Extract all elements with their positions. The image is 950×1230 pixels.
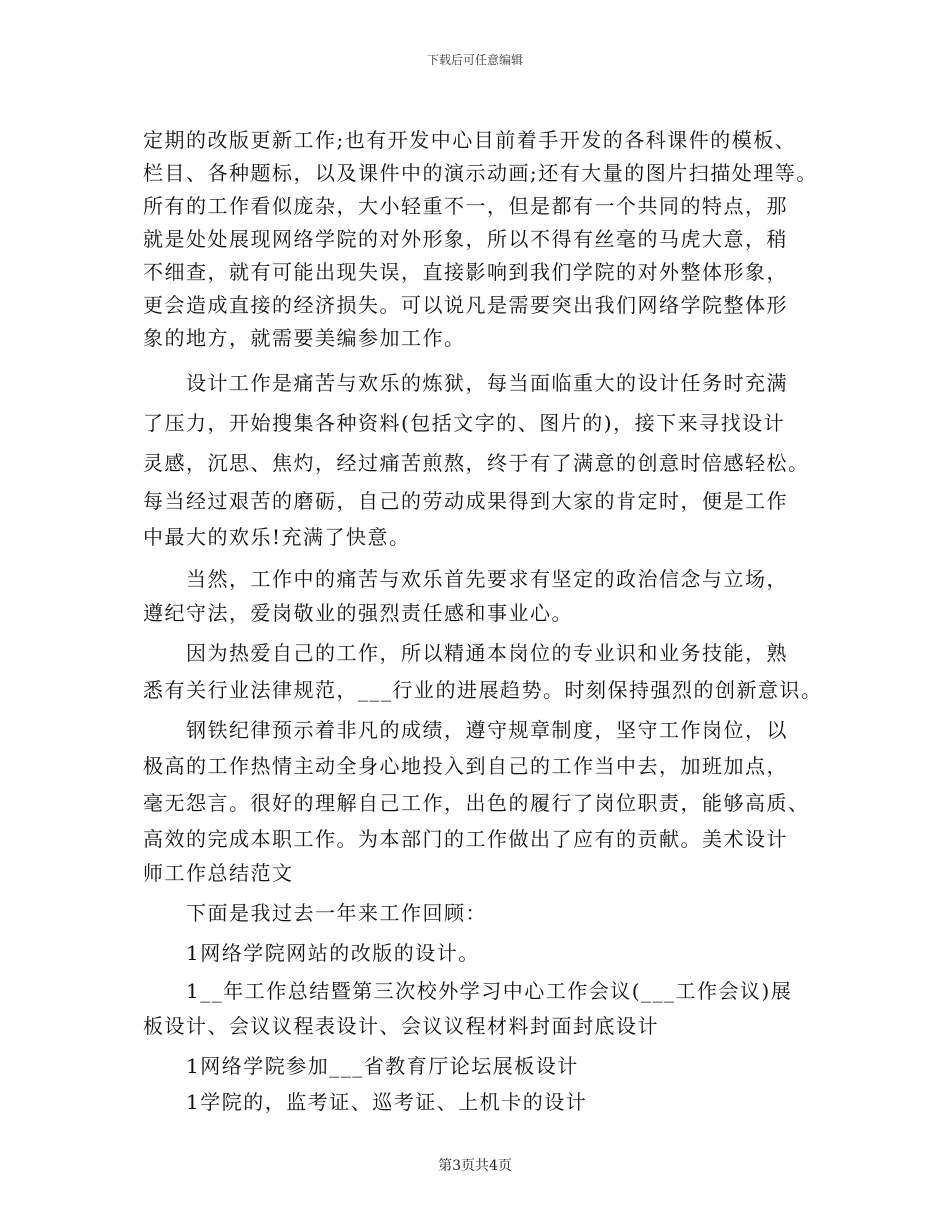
page-header: 下载后可任意编辑 — [426, 53, 523, 67]
text-line: 极高的工作热情主动全身心地投入到自己的工作当中去，加班加点， — [143, 754, 788, 778]
text-line: 毫无怨言。很好的理解自己工作，出色的履行了岗位职责，能够高质、 — [143, 791, 810, 815]
text-line: 板设计、会议议程表设计、会议议程材料封面封底设计 — [143, 1014, 659, 1038]
text-line: 更会造成直接的经济损失。可以说凡是需要突出我们网络学院整体形 — [143, 293, 788, 317]
text-line: 因为热爱自己的工作，所以精通本岗位的专业识和业务技能，熟 — [143, 641, 788, 665]
text-line: 不细查，就有可能出现失误，直接影响到我们学院的对外整体形象， — [143, 260, 788, 284]
text-line: 遵纪守法，爱岗敬业的强烈责任感和事业心。 — [143, 601, 573, 625]
text-line: 1__年工作总结暨第三次校外学习中心工作会议(___工作会议)展 — [143, 979, 793, 1003]
text-line: 所有的工作看似庞杂，大小轻重不一，但是都有一个共同的特点，那 — [143, 194, 788, 218]
text-line: 师工作总结范文 — [143, 861, 294, 885]
text-line: 每当经过艰苦的磨砺，自己的劳动成果得到大家的肯定时，便是工作 — [143, 489, 788, 513]
text-line: 高效的完成本职工作。为本部门的工作做出了应有的贡献。美术设计 — [143, 827, 788, 851]
text-line: 1网络学院网站的改版的设计。 — [143, 941, 480, 965]
page-number: 第3页共4页 — [438, 1158, 512, 1174]
text-line: 设计工作是痛苦与欢乐的炼狱，每当面临重大的设计任务时充满 — [143, 371, 788, 395]
text-line: 1学院的，监考证、巡考证、上机卡的设计 — [143, 1090, 588, 1114]
text-line: 就是处处展现网络学院的对外形象，所以不得有丝毫的马虎大意，稍 — [143, 227, 788, 251]
text-line: 了压力，开始搜集各种资料(包括文字的、图片的)，接下来寻找设计 — [143, 411, 786, 435]
text-line: 下面是我过去一年来工作回顾： — [143, 901, 487, 925]
text-line: 1网络学院参加___省教育厅论坛展板设计 — [143, 1054, 579, 1078]
text-line: 钢铁纪律预示着非凡的成绩，遵守规章制度，坚守工作岗位，以 — [143, 718, 788, 742]
text-line: 定期的改版更新工作;也有开发中心目前着手开发的各科课件的模板、 — [143, 128, 797, 152]
text-line: 悉有关行业法律规范，___行业的进展趋势。时刻保持强烈的创新意识。 — [143, 678, 823, 702]
text-line: 栏目、各种题标，以及课件中的演示动画;还有大量的图片扫描处理等。 — [143, 161, 818, 185]
text-line: 中最大的欢乐!充满了快意。 — [143, 525, 411, 549]
text-line: 灵感，沉思、焦灼，经过痛苦煎熬，终于有了满意的创意时倍感轻松。 — [143, 451, 810, 475]
text-line: 象的地方，就需要美编参加工作。 — [143, 326, 466, 350]
text-line: 当然，工作中的痛苦与欢乐首先要求有坚定的政治信念与立场， — [143, 567, 788, 591]
